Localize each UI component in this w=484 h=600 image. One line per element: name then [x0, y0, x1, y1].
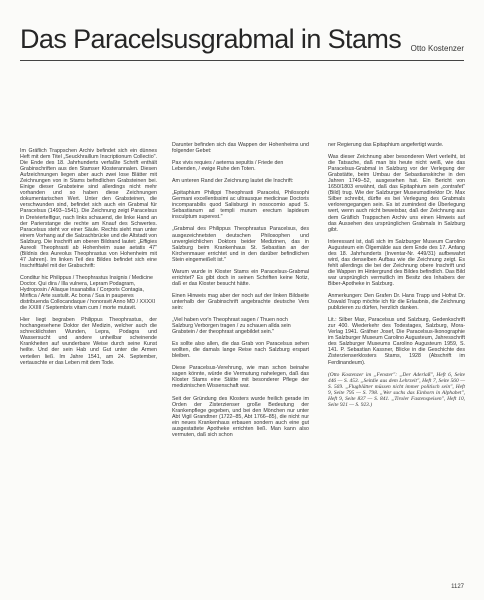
- paragraph: Im Gräflich Trappschen Archiv befindet sich ein dünnes Heft mit dem Titel „Seuckhraillum Inscriptionum Collectio". Die Ende des 18. Jahrhunderts verfaßte Schrift enthält Grabinschriften aus den Stamser Klosterannalen. Diesen Aufzeichnungen liegen aber auch zwei lose Blätter mit Zeichnungen von in Stams befindlichen Grabsteinen bei. Einige dieser Grabsteine sind allerdings nicht mehr vorhanden und so haben diese Zeichnungen dokumentarischen Wert. Unter den Grabsteinen, die verschwunden sind, befindet sich auch ein Grabmal für Paracelsus (1493–1541). Die Zeichnung zeigt Paracelsus in Dreiviertelfigur, nach links schauend, die linke Hand an der Parierstange die rechte am Knauf des Schwertes. Paracelsus steht vor einer Säule. Rechts sieht man unter einem Vorhang auf die Salzachbrücke und die Altstadt von Salzburg. Die Inschrift am oberen Bildrand lautet: „Effigies Aureoli Theophrasti ab Hohenheim suae aetatis 47" (Bildnis des Aureolus Theophrastus von Hohenheim mit 47 Jahren). Im linken Teil des Bildes befindet sich eine Inschrifttafel mit der Grabschrift:: [20, 148, 157, 269]
- paragraph: Seit der Gründung des Klosters wurde freilich gerade im Orden der Zisterzienser große Bedeutung der Krankenpflege gegeben, und bei den Mönchen nur unter Abt Vigil Grandtner (1722–85, Abt 1766–85), die nicht nur ein neues Krankenhaus erbauen sondern auch eine gut ausgestattete Apotheke errichten ließ. Man kann also vermuten, daß sich schon: [172, 395, 309, 438]
- text-column-1: [20, 148, 157, 372]
- german-verse: „Viel haben vor'n Theophrast sagen / Thuen noch Salzburg Verborgen tragen / zu schauen allda sein Grabstein / der theophrast angebildet sein.": [172, 317, 291, 336]
- paragraph: Warum wurde in Kloster Stams ein Paracelsus-Grabmal errichtet? Es gibt doch in seinen Schriften keine Notiz, daß er das Kloster besucht hätte.: [172, 268, 309, 287]
- text-column-2: [172, 142, 309, 444]
- paragraph: Hier liegt begraben Philippus Theophrastus, der hochangesehene Doktor der Medizin, welcher auch die schrecklichsten Wunden, Lepra, Podagra und Wassersucht und andere unheilbar scheinende Krankheiten auf wunderbare Weise durch seine Kunst heilte. Und der sein Hab und Gut unter die Armen verteilen ließ. Im Jahre 1541, am 24. September, vertauschte er das Leben mit dem Tode.: [20, 317, 157, 366]
- latin-epitaph: Conditur hic Philippus / Theophrastus Insignis / Medicine Doctor. Qui dira / Illa vulnera, Lepram Podagram, Hydroposin / Aliaque Insanabilia / Corporis Contagia, Mirifica / Arte sustulit. Ac bona / Sua in pauperes distribuenda Collocandaque / honoravit Anno MD / XXXXI die XXIIII / Septembris vitam cum / morte mutavit.: [20, 274, 156, 312]
- paragraph: Diese Paracelsus-Verehrung, wie man schon beinahe sagen könnte, würde die Vermutung nahelegen, daß das Kloster Stams eine Stätte mit besonderer Pflege der medizinischen Wissenschaft war.: [172, 365, 309, 390]
- literature: Lit.: Silber Max, Paracelsus und Salzburg, Gedenkschrift zur 400. Wiederkehr des Todestages, Salzburg, Mora-Verlag 1941. Gräfner Josef, Die Paracelsus-Ikonographie im Salzburger Museum Carolino Augusteum, Jahresschrift des Salzburger Museums Carolino Augusteum 1959, S. 141. P. Sebastian Kassner, Blicke in die Geschichte des Zisterzienserklosters Stams, 1928 (Abschrift im Ferdinandeum).: [328, 317, 465, 366]
- article-author: Otto Kostenzer: [410, 44, 464, 53]
- article-title: Das Paracelsusgrabmal in Stams: [20, 24, 402, 54]
- paragraph: Interessant ist, daß sich im Salzburger Museum Carolino Augusteum ein Ölgemälde aus dem Ende des 17. Anfang des 18. Jahrhunderts (Inventar-Nr. 449/31) aufbewahrt wird, das denselben Aufbau wie die Zeichnung zeigt. Es fehlt allerdings die bei der Zeichnung obere Inschrift und die Wappen im Hintergrund des Bildes befindlich. Das Bild war ursprünglich vermutlich im Besitz des Inhabers der Biber-Apotheke in Salzburg.: [328, 238, 465, 287]
- paragraph: „Epitaphium Philippi Theophrasti Paracelsi, Philosophi Germani excellentissimi ac ultrausque medicinae Doctoris incomparabilis quod Salisburgi in nosocomio apud S. Sebastianum ad templi murum erectum lapideum insculptum superest.": [172, 190, 309, 221]
- acknowledgements: Anmerkungen: Den Grafen Dr. Hans Trapp und Hofrat Dr. Oswald Trapp möchte ich für die Erlaubnis, die Zeichnung publizieren zu dürfen, herzlich danken.: [328, 293, 465, 312]
- page-number: 1127: [451, 584, 464, 590]
- paragraph: Darunter befinden sich das Wappen der Hohenheims und folgender Gebet:: [172, 142, 309, 155]
- paragraph: ner Regierung das Epitaphium angefertigt wurde.: [328, 142, 444, 148]
- latin-prayer: Pax vivis requies / aeterna sepultis / Friede den Lebenden, / ewige Ruhe den Toten.: [172, 160, 284, 173]
- author-note: (Otto Kostenzer im „Fenster": „Der Aderlaß", Heft 6, Seite 446 — S. 453. „Seitdie aus dem Lehrzeit", Heft 7, Seite 560 — S. 569. „Flugblätter müssen nicht immer politisch sein", Heft 9, Seite 795 — S. 798. „Wer suchs das Einhorn in Alphabet", Heft 9, Seite 837 — S. 841. „Tiroler Fastenspeisen", Heft 10, Seite 921 — S. 923.): [328, 371, 465, 409]
- paragraph: Am unteren Rand der Zeichnung lautet die Inschrift:: [172, 178, 294, 185]
- paragraph: „Grabmal des Philippus Theophrastus Paracelsus, des ausgezeichnetsten deutschen Philosophen und unvergleichlichen Doktors beider Medizinen, das in Salzburg beim Krankenhaus St. Sebastian an der Kirchenmauer errichtet und in den darüber befindlichen Stein eingemeißelt ist.": [172, 226, 309, 263]
- paragraph: Es sollte also allen, die das Grab von Paracelsus sehen wollten, die damals lange Reise nach Salzburg erspart bleiben.: [172, 341, 309, 360]
- paragraph: Was dieser Zeichnung aber besonderen Wert verleiht, ist die Tatsache, daß man bis heute nicht weiß, wie das Paracelsus-Grabmal in Salzburg vor der Verlegung der Grabstätte, beim Umbau der Sebastianskirche in den Jahren 1749–52, ausgesehen hat. Ein Bericht von 1650/1803 erwähnt, daß das Epitaphium sein „contrafet" (Bild) trug. Wie der Salzburger Museumsdirektor Dr. Max Silber schreibt, dürfte es bei Verlegung des Grabmals verlorengegangen sein. Es ist zumindest die Überlegung wert, wenn auch nicht beweisbar, daß der Zeichnung aus dem Gräflich Trappschen Archiv uns einen Hinweis auf das Aussehen des ursprünglichen Grabmals in Salzburg gibt.: [328, 154, 465, 233]
- title-rule: [20, 60, 464, 61]
- paragraph: Einen Hinweis mag aber der noch auf der linken Bildseite unterhalb der Grabinschrift angebrachte deutsche Vers sein:: [172, 292, 309, 311]
- text-column-3: [328, 142, 465, 414]
